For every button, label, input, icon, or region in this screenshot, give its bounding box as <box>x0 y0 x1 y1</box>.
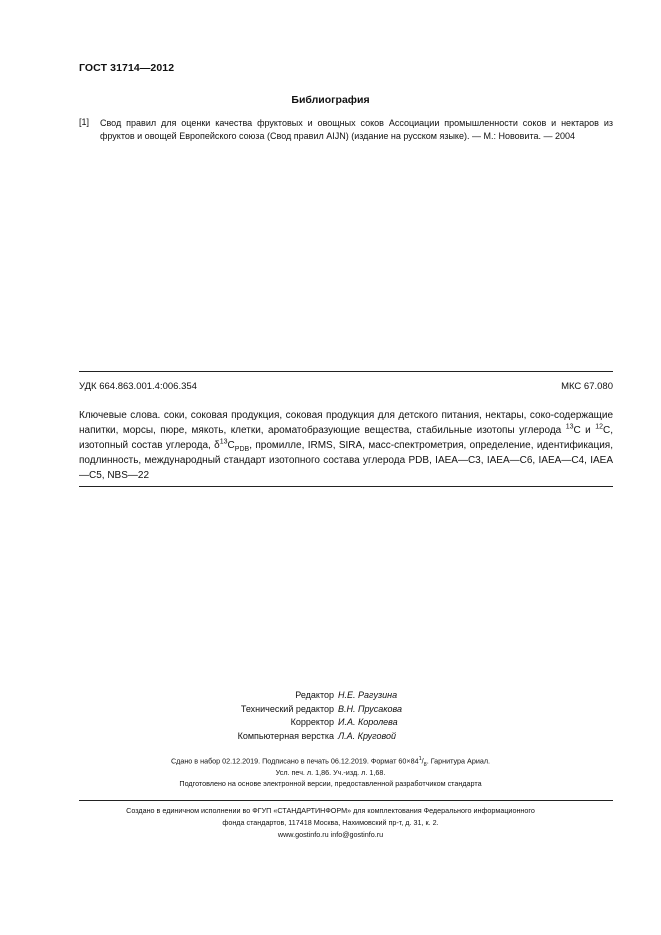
keywords-text-5: , промилле, IRMS, SIRA, масс-спектрометрия, определение, идентификация, подлинность, международный стандарт изотопного состава углерода PDB, IAEA—C3, IAEA—C6, IAEA—C4, IAEA—C5, NBS—22 <box>79 440 613 481</box>
print-info-text-a: Сдано в набор 02.12.2019. Подписано в печать 06.12.2019. Формат 60×84 <box>170 756 419 766</box>
standard-header: ГОСТ 31714—2012 <box>79 62 175 74</box>
keywords-text-3: С, изотопный состав углерода, <box>79 425 613 451</box>
publisher-contacts: www.gostinfo.ru info@gostinfo.ru <box>277 830 384 839</box>
keywords-sup-2: 12 <box>595 423 603 431</box>
print-info-line-1: Сдано в набор 02.12.2019. Подписано в печать 06.12.2019. Формат $60\times 84^1/_8$. Гарнитура Ариал. <box>170 756 491 768</box>
udk-code: УДК 664.863.001.4:006.354 <box>79 381 197 392</box>
credit-name: Н.Е. Рагузина <box>338 690 398 700</box>
keywords-sup-1: 13 <box>565 423 574 431</box>
credit-row <box>0 730 661 744</box>
mks-code: МКС 67.080 <box>561 381 613 392</box>
credit-name: В.Н. Прусакова <box>338 703 402 714</box>
bibliography-title: Библиография <box>291 94 370 106</box>
credit-row <box>0 716 661 730</box>
format-fraction-denominator: 8 <box>423 761 427 768</box>
keywords-text-2: С и <box>573 425 596 436</box>
credit-role: Технический редактор <box>240 703 334 714</box>
reference-number: [1] <box>79 117 90 127</box>
publisher-line-1: Создано в единичном исполнении во ФГУП «СТАНДАРТИНФОРМ» для комплектования Федерального информационного <box>126 806 535 815</box>
credit-name: И.А. Королева <box>338 717 398 727</box>
print-info-line-2: Усл. печ. л. 1,86. Уч.-изд. л. 1,68. <box>275 768 386 777</box>
divider-top <box>79 371 613 372</box>
credit-row <box>0 703 661 717</box>
print-info-line-3: Подготовлено на основе электронной версии, предоставленной разработчиком стандарта <box>179 779 482 788</box>
credit-name: Л.А. Круговой <box>338 730 397 741</box>
publisher-line-2: фонда стандартов, 117418 Москва, Нахимовский пр-т, д. 31, к. 2. <box>222 818 439 827</box>
keywords-text-1: Ключевые слова. соки, соковая продукция, соковая продукция для детского питания, нектары, соко-содержащие напитки, морсы, пюре, мякоть, клетки, ароматобразующие вещества, стабильные изотопы углерода <box>79 410 613 436</box>
credits-block <box>0 689 661 743</box>
divider-bottom <box>79 486 613 487</box>
print-info-text-b: . Гарнитура Ариал. <box>426 756 491 766</box>
credit-role: Корректор <box>290 717 334 727</box>
reference-text: Свод правил для оценки качества фруктовых и овощных соков Ассоциации промышленности соков и нектаров из фруктов и овощей Европейского союза (Свод правил AIJN) (издание на русском языке). — М.: Нововита. — 2004 <box>100 118 613 141</box>
keywords-sub-1: PDB <box>234 446 250 453</box>
credit-role: Редактор <box>295 690 334 700</box>
publisher-block <box>0 805 661 841</box>
keywords-sup-3: 13 <box>219 438 228 446</box>
keywords-text-4: С <box>227 440 235 451</box>
keywords-delta: δ <box>214 440 220 451</box>
keywords-paragraph <box>79 408 613 483</box>
divider-publisher <box>79 800 613 801</box>
credit-role: Компьютерная верстка <box>237 730 334 741</box>
credit-row <box>0 689 661 703</box>
format-fraction-numerator: 1 <box>418 756 422 762</box>
